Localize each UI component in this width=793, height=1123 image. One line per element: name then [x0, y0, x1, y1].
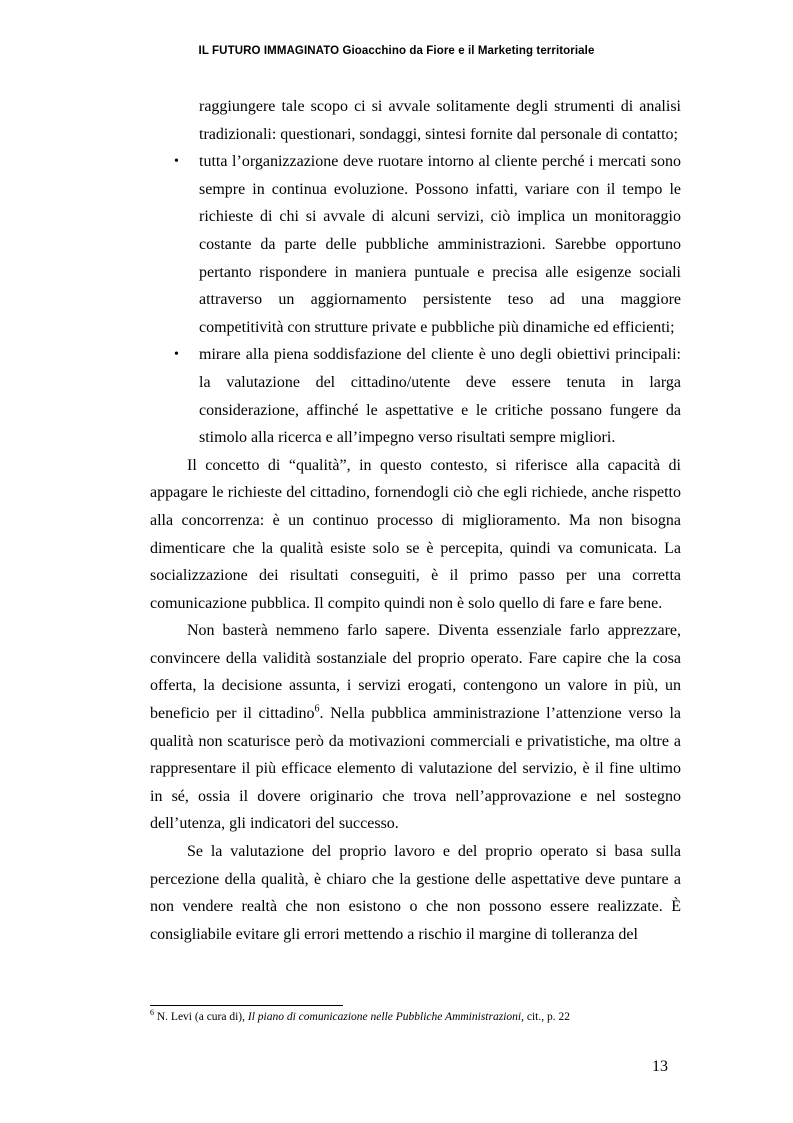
footnote-ref[interactable]: 6	[314, 703, 320, 715]
footnote	[150, 1010, 681, 1024]
footnote-divider	[150, 1005, 343, 1006]
footnote-author: N. Levi (a cura di),	[154, 1011, 248, 1023]
paragraph: Il concetto di “qualità”, in questo contesto, si riferisce alla capacità di appagare le richieste del cittadino, fornendogli ciò che egli richiede, anche rispetto alla concorrenza: è un continuo processo di miglioramento. Ma non bisogna dimenticare che la qualità esiste solo se è percepita, quindi va comunicata. La socializzazione dei risultati conseguiti, è il primo passo per una corretta comunicazione pubblica. Il compito quindi non è solo quello di fare e fare bene.	[150, 456, 681, 612]
footnote-citation: cit., p. 22	[523, 1011, 570, 1023]
paragraph-text: . Nella pubblica amministrazione l’attenzione verso la qualità non scaturisce però da motivazioni commerciali e privatistiche, ma oltre a rappresentare il più efficace elemento di valutazione del servizio, è il fine ultimo in sé, ossia il dovere originario che trova nell’approvazione e nel sostegno dell’utenza, gli indicatori del successo.	[150, 705, 682, 833]
paragraph-text: Non basterà nemmeno farlo sapere. Diventa essenziale farlo apprezzare, convincere della validità sostanziale del proprio operato. Fare capire che la cosa offerta, la decisione assunta, i servizi erogati, contengono un valore in più, un beneficio per il cittadino	[150, 622, 681, 723]
footnote-title: Il piano di comunicazione nelle Pubbliche Amministrazioni,	[247, 1011, 524, 1023]
list-item-text: tutta l’organizzazione deve ruotare intorno al cliente perché i mercati sono sempre in continua evoluzione. Possono infatti, variare con il tempo le richieste di chi si avvale di alcuni servizi, ciò implica un monitoraggio costante da parte delle pubbliche amministrazioni. Sarebbe opportuno pertanto rispondere in maniera puntuale e precisa alle esigenze sociali attraverso un aggiornamento persistente teso ad una maggiore competitività con strutture private e pubbliche più dinamiche ed efficienti;	[199, 153, 681, 336]
list-item	[150, 341, 681, 451]
running-header: IL FUTURO IMMAGINATO Gioacchino da Fiore e il Marketing territoriale	[198, 45, 595, 57]
paragraph	[150, 617, 681, 838]
list-continuation: raggiungere tale scopo ci si avvale solitamente degli strumenti di analisi tradizionali: questionari, sondaggi, sintesi fornite dal personale di contatto;	[199, 98, 681, 143]
page-body	[150, 93, 681, 948]
bullet-icon: •	[174, 154, 179, 170]
footnote-number: 6	[150, 1008, 154, 1018]
list-item	[150, 148, 681, 341]
paragraph: Se la valutazione del proprio lavoro e del proprio operato si basa sulla percezione della qualità, è chiaro che la gestione delle aspettative deve puntare a non vendere realtà che non esistono o che non possono essere realizzate. È consigliabile evitare gli errori mettendo a rischio il margine di tolleranza del	[150, 843, 681, 943]
page-number: 13	[652, 1058, 668, 1075]
list-item-text: mirare alla piena soddisfazione del cliente è uno degli obiettivi principali: la valutazione del cittadino/utente deve essere tenuta in larga considerazione, affinché le aspettative e le critiche possano fungere da stimolo alla ricerca e all’impegno verso risultati sempre migliori.	[199, 346, 681, 447]
bullet-icon: •	[174, 347, 179, 363]
